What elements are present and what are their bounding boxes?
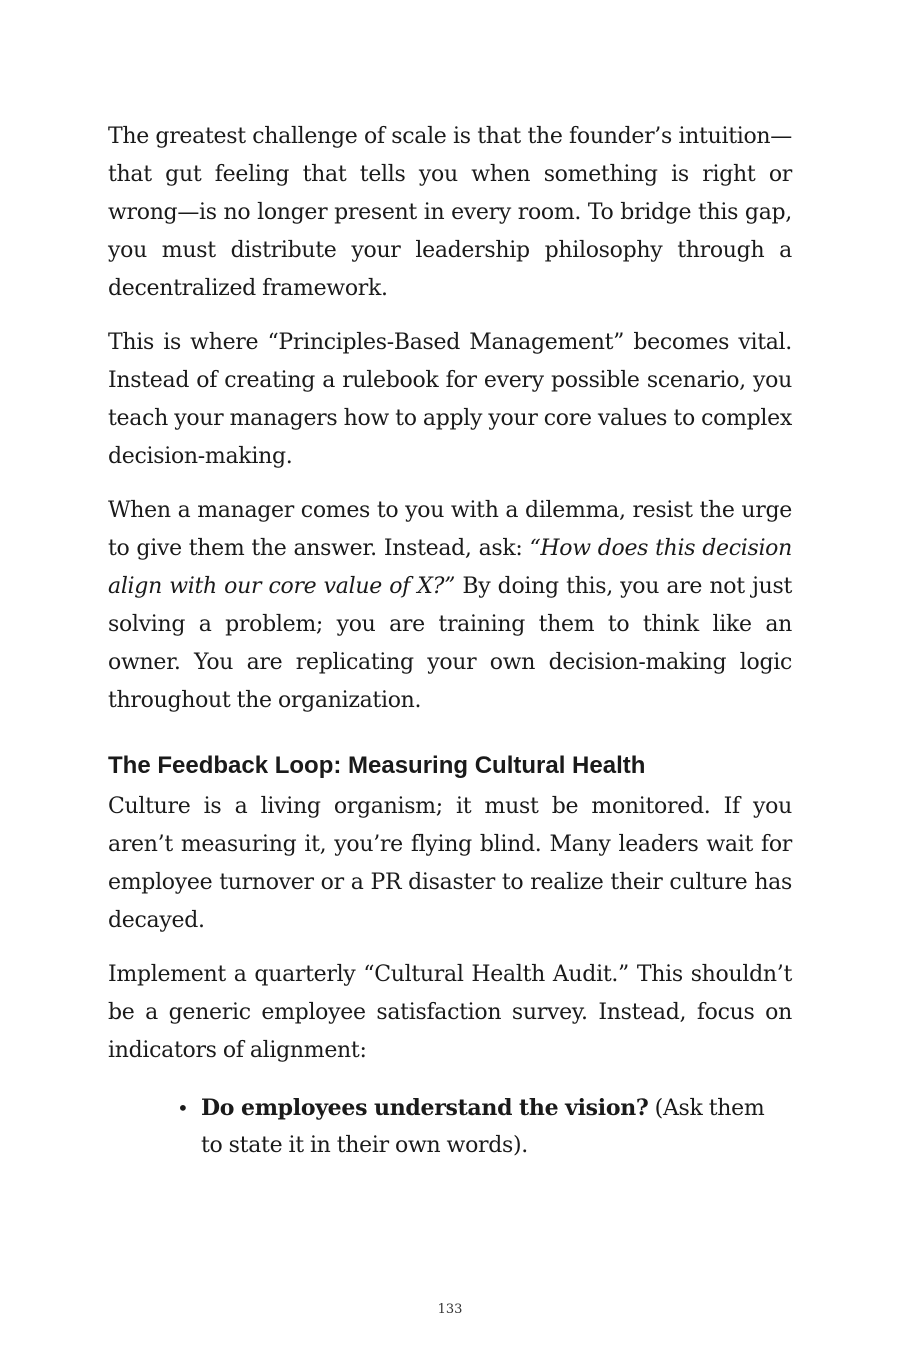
dilemma-text-start: When a manager comes to you with a dilemma, resist the urge to give them the answer. Instead, ask: (108, 498, 792, 561)
paragraph-culture-living-organism: Culture is a living organism; it must be monitored. If you aren’t measuring it, you’re flying blind. Many leaders wait for employee turnover or a PR disaster to realize their culture has decayed. (108, 794, 792, 933)
section-heading: The Feedback Loop: Measuring Cultural Health (108, 752, 646, 779)
dilemma-question-italic: “How does this decision align with our core value of X?” (108, 536, 792, 599)
paragraph-cultural-health-audit: Implement a quarterly “Cultural Health Audit.” This shouldn’t be a generic employee satisfaction survey. Instead, focus on indicators of alignment: (108, 962, 792, 1063)
dilemma-text-end: By doing this, you are not just solving a problem; you are training them to think like an owner. You are replicating your own decision-making logic throughout the organization. (108, 574, 792, 713)
page-number: 133 (437, 1302, 463, 1317)
paragraph-principles-based-management: This is where “Principles-Based Management” becomes vital. Instead of creating a rulebook for every possible scenario, you teach your managers how to apply your core values to complex decision-making. (108, 330, 792, 469)
list-item (177, 1090, 792, 1164)
paragraph-manager-dilemma (108, 492, 792, 720)
alignment-indicators-list (108, 1090, 792, 1164)
page-body (108, 118, 792, 1164)
bullet-rest-text: (Ask them to state it in their own words). (201, 1096, 765, 1158)
paragraph-founder-intuition: The greatest challenge of scale is that the founder’s intuition—that gut feeling that tells you when something is right or wrong—is no longer present in every room. To bridge this gap, you must distribute your leadership philosophy through a decentralized framework. (108, 124, 792, 301)
bullet-dot-icon: • (177, 1096, 189, 1120)
bullet-bold-text: Do employees understand the vision? (201, 1095, 649, 1121)
